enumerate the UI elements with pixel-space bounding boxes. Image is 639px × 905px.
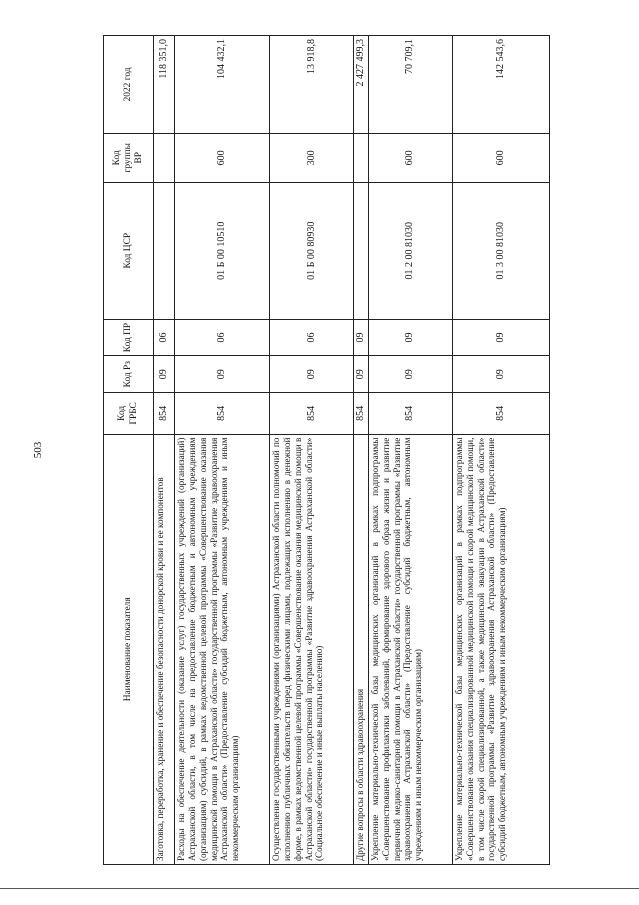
table-row: [270, 36, 354, 865]
table-row: [154, 36, 175, 865]
cell-amount: 70 709,1: [368, 36, 452, 134]
cell-pr: 06: [270, 319, 354, 356]
cell-name: Осуществление государственными учреждениями (организациями) Астраханской области полномочий по исполнению публичных обязательств перед физическими лицами, подлежащих исполнению в денежной форме, в рамках ведомственной целевой программы «Совершенствование оказания медицинской помощи в Астраханской области» государственной программы «Развитие здравоохранения Астраханской области» (Социальное обеспечение и иные выплаты населению): [270, 434, 354, 864]
cell-amount: 13 918,8: [270, 36, 354, 134]
cell-grbs: 854: [154, 393, 175, 435]
table-header-row: [104, 36, 154, 865]
cell-grbs: 854: [270, 393, 354, 435]
cell-pr: 06: [154, 319, 175, 356]
cell-rz: 09: [452, 356, 549, 393]
cell-csr: 01 2 00 81030: [368, 182, 452, 319]
scan-bottom-edge: [0, 888, 639, 889]
cell-pr: 06: [175, 319, 270, 356]
cell-name: Заготовка, переработка, хранение и обеспечение безопасности донорской крови и ее компонентов: [154, 434, 175, 864]
table-row: [452, 36, 549, 865]
cell-pr: 09: [452, 319, 549, 356]
cell-grbs: 854: [354, 393, 369, 435]
table-row: [354, 36, 369, 865]
table-frame: [103, 35, 545, 865]
cell-rz: 09: [175, 356, 270, 393]
cell-vr: 600: [175, 133, 270, 182]
header-amount: 2022 год: [104, 36, 154, 134]
cell-csr: 01 3 00 81030: [452, 182, 549, 319]
cell-name: Расходы на обеспечение деятельности (оказание услуг) государственных учреждений (организаций) Астраханской области, в том числе на предоставление бюджетным и автономным учреждениям (организациям) субсидий, в рамках ведомственной целевой программы «Совершенствование оказания медицинской помощи в Астраханской области» государственной программы «Развитие здравоохранения Астраханской области» (Предоставление субсидий бюджетным, автономным учреждениям и иным некоммерческим организациям): [175, 434, 270, 864]
cell-vr: [354, 133, 369, 182]
cell-grbs: 854: [368, 393, 452, 435]
cell-vr: 600: [452, 133, 549, 182]
table-row: [175, 36, 270, 865]
page-number: 503: [32, 441, 44, 459]
cell-grbs: 854: [175, 393, 270, 435]
header-pr: Код ПР: [104, 319, 154, 356]
header-name: Наименование показателя: [104, 434, 154, 864]
cell-csr: 01 Б 00 80930: [270, 182, 354, 319]
cell-name: Другие вопросы в области здравоохранения: [354, 434, 369, 864]
budget-allocation-table: [103, 35, 550, 865]
cell-csr: [354, 182, 369, 319]
header-csr: Код ЦСР: [104, 182, 154, 319]
cell-amount: 104 432,1: [175, 36, 270, 134]
cell-rz: 09: [368, 356, 452, 393]
cell-amount: 118 351,0: [154, 36, 175, 134]
rotated-table-container: [103, 35, 545, 865]
cell-csr: [154, 182, 175, 319]
cell-csr: 01 Б 00 10510: [175, 182, 270, 319]
header-vr: Код группы ВР: [104, 133, 154, 182]
cell-vr: [154, 133, 175, 182]
table-row: [368, 36, 452, 865]
cell-name: Укрепление материально-технической базы медицинских организаций в рамках подпрограммы «Совершенствование профилактики заболеваний, формирование здорового образа жизни и развитие первичной медико-санитарной помощи в Астраханской области» государственной программы «Развитие здравоохранения Астраханской области» (Предоставление субсидий бюджетным, автономным учреждениям и иным некоммерческим организациям): [368, 434, 452, 864]
cell-pr: 09: [368, 319, 452, 356]
cell-grbs: 854: [452, 393, 549, 435]
cell-vr: 600: [368, 133, 452, 182]
header-rz: Код Рз: [104, 356, 154, 393]
cell-amount: 2 427 499,3: [354, 36, 369, 134]
header-grbs: Код ГРБС: [104, 393, 154, 435]
cell-name: Укрепление материально-технической базы медицинских организаций в рамках подпрограммы «Совершенствование оказания специализированной медицинской помощи и скорой медицинской помощи, в том числе скорой специализированной, а также медицинской эвакуации в Астраханской области» государственной программы «Развитие здравоохранения Астраханской области» (Предоставление субсидий бюджетным, автономным учреждениям и иным некоммерческим организациям): [452, 434, 549, 864]
cell-rz: 09: [354, 356, 369, 393]
cell-pr: 09: [354, 319, 369, 356]
cell-amount: 142 543,6: [452, 36, 549, 134]
cell-rz: 09: [154, 356, 175, 393]
cell-rz: 09: [270, 356, 354, 393]
cell-vr: 300: [270, 133, 354, 182]
